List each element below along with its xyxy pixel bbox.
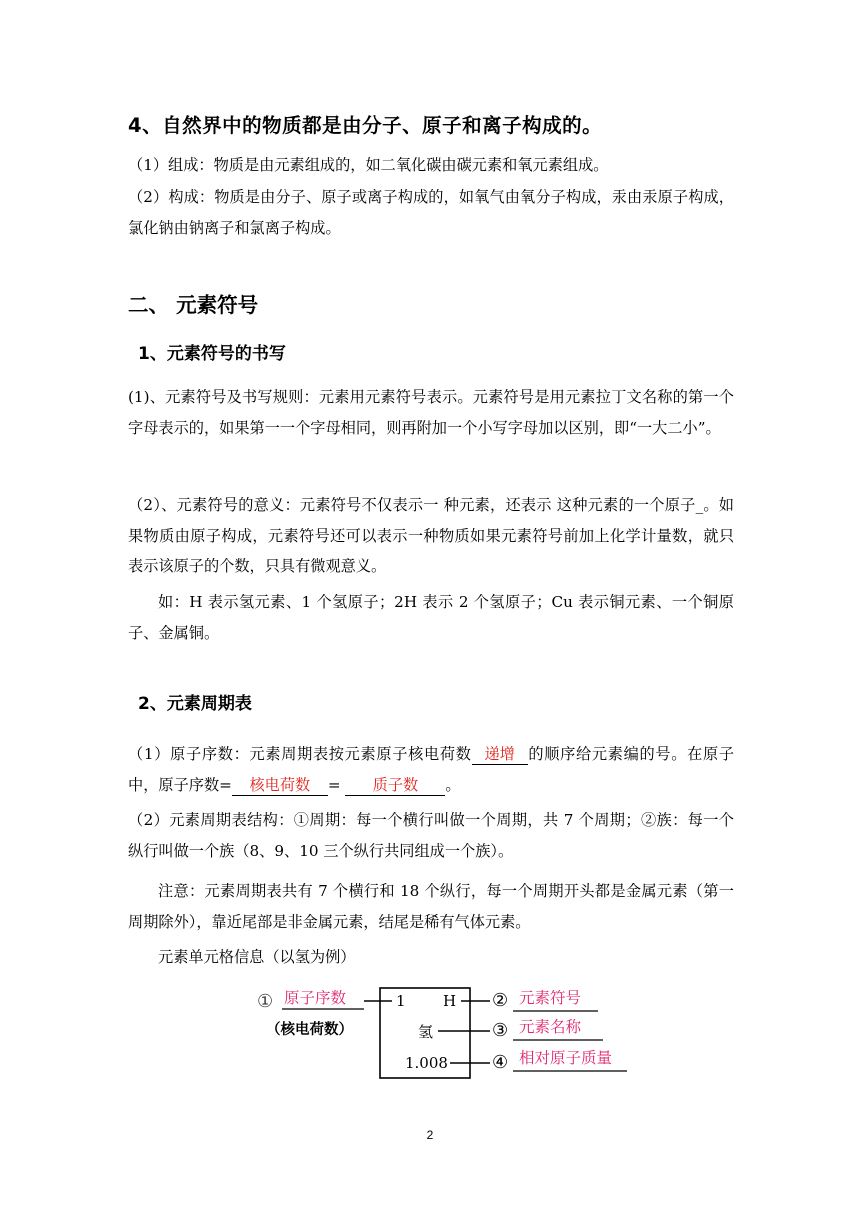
label-element-name: 元素名称 — [519, 1018, 582, 1036]
cell-atomic-mass: 1.008 — [405, 1054, 448, 1072]
atomic-number-text-d: 。 — [445, 775, 461, 794]
subsection-1-heading: 1、元素符号的书写 — [138, 344, 286, 364]
periodic-table-structure: （2）元素周期表结构：①周期：每一个横行叫做一个周期，共 7 个周期；②族：每一个纵行叫做一个族（8、9、10 三个纵行共同组成一个族）。 — [128, 811, 734, 860]
section-4-heading: 4、自然界中的物质都是由分子、原子和离子构成的。 — [128, 114, 603, 137]
blank-nuclear-charge: 核电荷数 — [232, 775, 328, 796]
circled-number-1: ① — [257, 991, 274, 1012]
atomic-number-paragraph — [128, 739, 734, 800]
cell-element-name: 氢 — [418, 1023, 434, 1041]
cell-atomic-number: 1 — [396, 992, 406, 1010]
atomic-number-text-c: = — [327, 775, 346, 794]
label-element-symbol: 元素符号 — [519, 989, 582, 1007]
cell-info-caption: 元素单元格信息（以氢为例） — [158, 948, 356, 966]
cell-symbol: H — [443, 992, 457, 1010]
label-nuclear-charge: （核电荷数） — [266, 1022, 353, 1038]
circled-number-3: ③ — [492, 1020, 509, 1041]
symbol-meaning: （2）、元素符号的意义：元素符号不仅表示一 种元素，还表示 这种元素的一个原子_。如果物质由原子构成，元素符号还可以表示一种物质如果元素符号前加上化学计量数，就只表示该原子的个数，只具有微观意义。 — [128, 496, 734, 575]
section-2-heading: 二、 元素符号 — [128, 293, 259, 317]
periodic-table-note: 注意：元素周期表共有 7 个横行和 18 个纵行，每一个周期开头都是金属元素（第一周期除外），靠近尾部是非金属元素，结尾是稀有气体元素。 — [128, 882, 734, 931]
element-cell-box — [380, 988, 470, 1078]
section-4-composition: （1）组成：物质是由元素组成的，如二氧化碳由碳元素和氧元素组成。 — [128, 156, 609, 174]
symbol-examples: 如：H 表示氢元素、1 个氢原子；2H 表示 2 个氢原子；Cu 表示铜元素、一个铜原子、金属铜。 — [128, 593, 734, 642]
blank-proton-number: 质子数 — [345, 775, 445, 796]
label-relative-atomic-mass: 相对原子质量 — [519, 1049, 613, 1067]
circled-number-2: ② — [492, 990, 509, 1011]
symbol-writing-rules: (1)、元素符号及书写规则：元素用元素符号表示。元素符号是用元素拉丁文名称的第一个字母表示的，如果第一一个字母相同，则再附加一个小写字母加以区别，即“一大二小”。 — [128, 388, 734, 437]
label-atomic-number: 原子序数 — [284, 989, 347, 1007]
atomic-number-text-a: （1）原子序数：元素周期表按元素原子核电荷数 — [128, 745, 472, 763]
blank-increasing: 递增 — [472, 744, 528, 765]
atomic-number-text-b: 的顺序给元素编的号。在原子中，原子序数= — [128, 745, 735, 794]
subsection-2-heading: 2、元素周期表 — [138, 694, 252, 714]
page-number: 2 — [426, 1128, 434, 1142]
section-4-structure: （2）构成：物质是由分子、原子或离子构成的，如氧气由氧分子构成，汞由汞原子构成，氯化钠由钠离子和氯离子构成。 — [128, 188, 734, 237]
circled-number-4: ④ — [492, 1052, 509, 1073]
